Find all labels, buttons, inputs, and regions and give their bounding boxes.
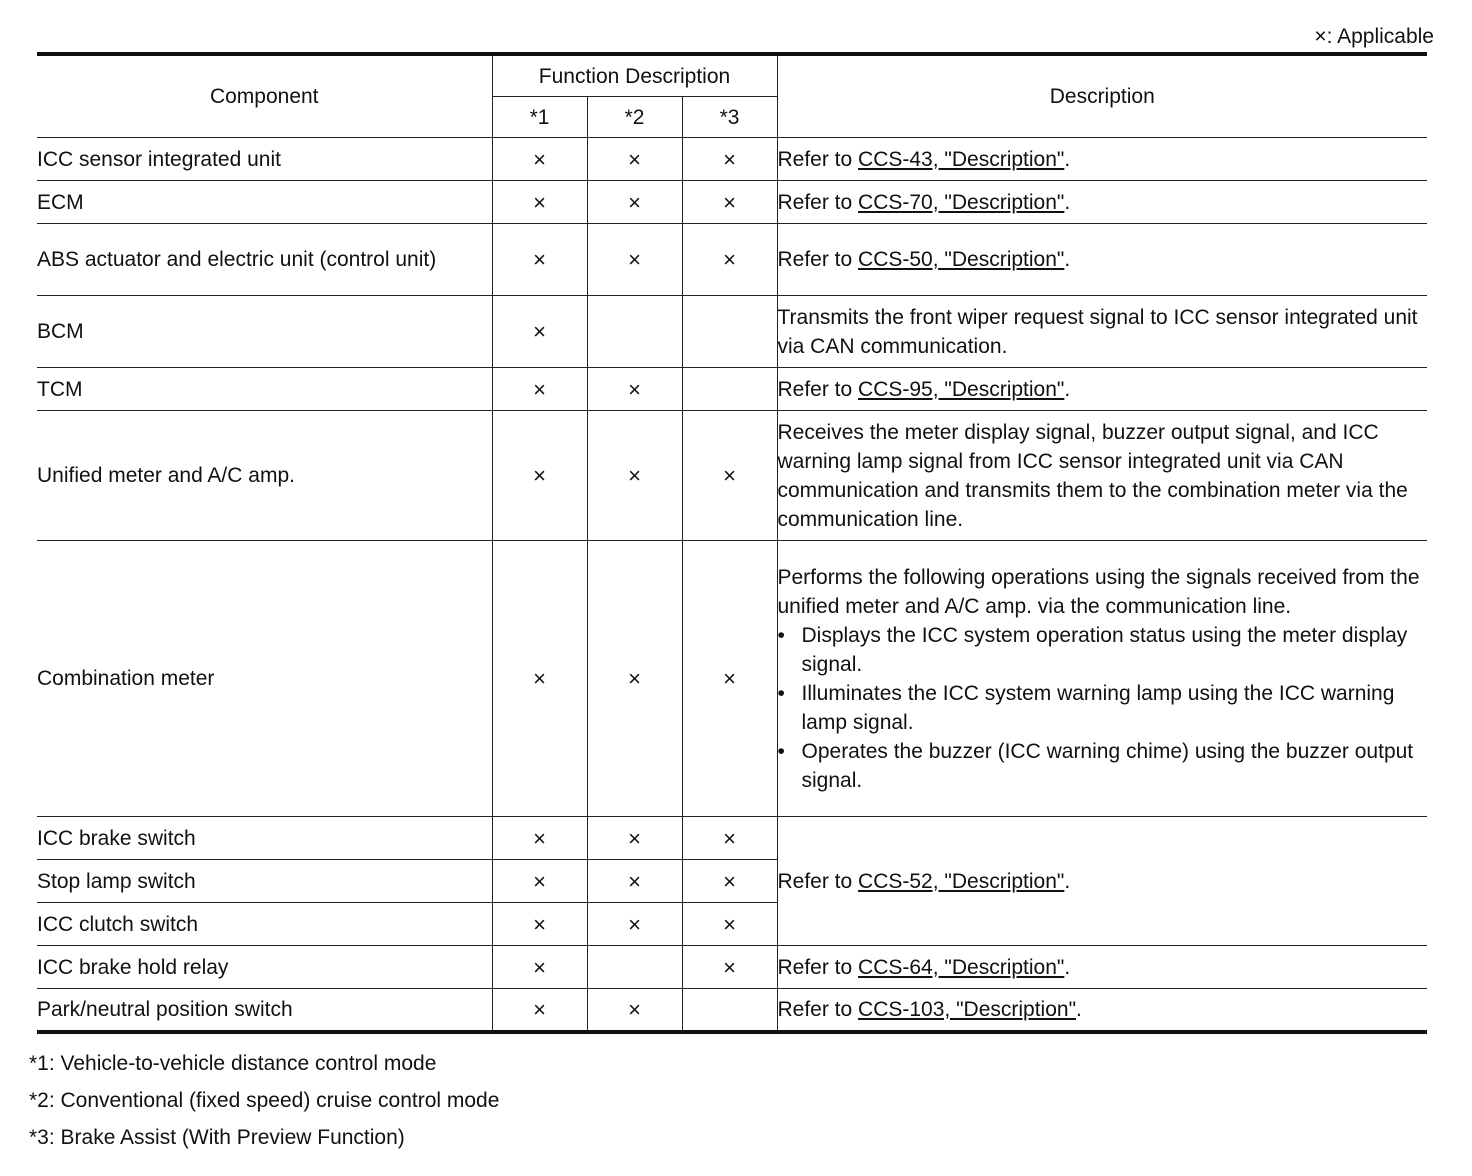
mark-cell: × <box>492 860 587 903</box>
table-row <box>37 138 1427 181</box>
header-mode-1: *1 <box>492 97 587 138</box>
table-row <box>37 224 1427 296</box>
refer-to-text: Refer to <box>777 248 859 271</box>
mark-cell: × <box>682 411 777 541</box>
ref-suffix: . <box>1064 147 1071 171</box>
table-row <box>37 541 1427 817</box>
component-name: ECM <box>37 181 492 224</box>
ccs-43-link[interactable]: CCS-43, "Description" <box>858 147 1065 171</box>
table-row <box>37 817 1427 860</box>
component-name: BCM <box>37 296 492 368</box>
ref-suffix: . <box>1064 869 1071 893</box>
table-row <box>37 989 1427 1032</box>
mark-cell <box>682 296 777 368</box>
refer-to-text: Refer to <box>777 147 859 171</box>
description-text: Receives the meter display signal, buzzer output signal, and ICC warning lamp signal from ICC sensor integrated unit via CAN communication and transmits them to the combination meter via the communication line. <box>777 411 1427 541</box>
ref-suffix: . <box>1076 997 1082 1021</box>
table-row <box>37 181 1427 224</box>
refer-to-text: Refer to <box>777 377 859 401</box>
operation-list <box>778 621 1428 795</box>
mark-cell <box>682 989 777 1032</box>
mark-cell: × <box>492 181 587 224</box>
component-name: Combination meter <box>37 541 492 817</box>
table-row <box>37 368 1427 411</box>
component-name: ICC clutch switch <box>37 903 492 946</box>
mark-cell: × <box>492 946 587 989</box>
applicable-legend: ×: Applicable <box>1314 25 1434 48</box>
description-cell <box>777 181 1427 224</box>
description-text: Transmits the front wiper request signal to ICC sensor integrated unit via CAN communication. <box>777 296 1427 368</box>
ccs-52-link[interactable]: CCS-52, "Description" <box>858 869 1065 893</box>
mark-cell <box>587 946 682 989</box>
refer-to-text: Refer to <box>777 955 859 979</box>
mark-cell: × <box>682 224 777 296</box>
mark-cell: × <box>587 817 682 860</box>
refer-to-text: Refer to <box>777 190 859 214</box>
table-row <box>37 296 1427 368</box>
component-name: ICC brake switch <box>37 817 492 860</box>
ccs-103-link[interactable]: CCS-103, "Description" <box>858 997 1077 1021</box>
mark-cell <box>587 296 682 368</box>
component-name: TCM <box>37 368 492 411</box>
ref-suffix: . <box>1064 955 1071 979</box>
mark-cell: × <box>587 138 682 181</box>
component-name: ICC sensor integrated unit <box>37 138 492 181</box>
table-row <box>37 946 1427 989</box>
header-mode-3: *3 <box>682 97 777 138</box>
ccs-70-link[interactable]: CCS-70, "Description" <box>858 190 1065 214</box>
mark-cell: × <box>587 411 682 541</box>
mark-cell: × <box>492 989 587 1032</box>
footnote-mode-2: *2: Conventional (fixed speed) cruise control mode <box>29 1089 500 1112</box>
mark-cell: × <box>682 541 777 817</box>
mark-cell: × <box>587 224 682 296</box>
mark-cell: × <box>587 368 682 411</box>
component-name: ABS actuator and electric unit (control unit) <box>37 224 492 296</box>
ref-suffix: . <box>1064 377 1071 401</box>
ccs-64-link[interactable]: CCS-64, "Description" <box>858 955 1065 979</box>
ref-suffix: . <box>1064 248 1071 271</box>
mark-cell: × <box>587 541 682 817</box>
ref-suffix: . <box>1064 190 1071 214</box>
mark-cell: × <box>587 181 682 224</box>
mark-cell: × <box>492 296 587 368</box>
footnotes <box>29 1045 499 1156</box>
component-name: ICC brake hold relay <box>37 946 492 989</box>
list-item: • Displays the ICC system operation status using the meter display signal. <box>778 621 1428 679</box>
mark-cell: × <box>682 817 777 860</box>
mark-cell: × <box>587 903 682 946</box>
mark-cell: × <box>492 541 587 817</box>
description-cell <box>777 989 1427 1032</box>
footnote-mode-1: *1: Vehicle-to-vehicle distance control mode <box>29 1052 437 1075</box>
mark-cell: × <box>682 181 777 224</box>
mark-cell: × <box>492 368 587 411</box>
mark-cell: × <box>492 411 587 541</box>
header-component: Component <box>37 54 492 138</box>
description-cell <box>777 946 1427 989</box>
component-name: Stop lamp switch <box>37 860 492 903</box>
mark-cell: × <box>492 817 587 860</box>
header-mode-2: *2 <box>587 97 682 138</box>
description-cell <box>777 224 1427 296</box>
header-description: Description <box>777 54 1427 138</box>
refer-to-text: Refer to <box>777 997 859 1021</box>
list-item: • Illuminates the ICC system warning lamp using the ICC warning lamp signal. <box>778 679 1428 737</box>
ccs-95-link[interactable]: CCS-95, "Description" <box>858 377 1065 401</box>
component-name: Unified meter and A/C amp. <box>37 411 492 541</box>
list-item: • Operates the buzzer (ICC warning chime) using the buzzer output signal. <box>778 737 1428 795</box>
mark-cell: × <box>682 903 777 946</box>
component-function-table <box>37 52 1427 1034</box>
description-cell <box>777 138 1427 181</box>
mark-cell: × <box>587 860 682 903</box>
description-cell <box>777 368 1427 411</box>
mark-cell: × <box>492 138 587 181</box>
footnote-mode-3: *3: Brake Assist (With Preview Function) <box>29 1126 405 1149</box>
table-row <box>37 411 1427 541</box>
mark-cell: × <box>682 860 777 903</box>
mark-cell: × <box>587 989 682 1032</box>
header-function-description: Function Description <box>492 54 777 97</box>
mark-cell: × <box>492 224 587 296</box>
component-name: Park/neutral position switch <box>37 989 492 1032</box>
description-text: Performs the following operations using the signals received from the unified meter and A/C amp. via the communication line. <box>777 565 1420 618</box>
ccs-50-link[interactable]: CCS-50, "Description" <box>858 248 1065 271</box>
description-cell <box>777 541 1427 817</box>
refer-to-text: Refer to <box>777 869 859 893</box>
mark-cell <box>682 368 777 411</box>
description-cell <box>777 817 1427 946</box>
mark-cell: × <box>682 946 777 989</box>
mark-cell: × <box>492 903 587 946</box>
mark-cell: × <box>682 138 777 181</box>
